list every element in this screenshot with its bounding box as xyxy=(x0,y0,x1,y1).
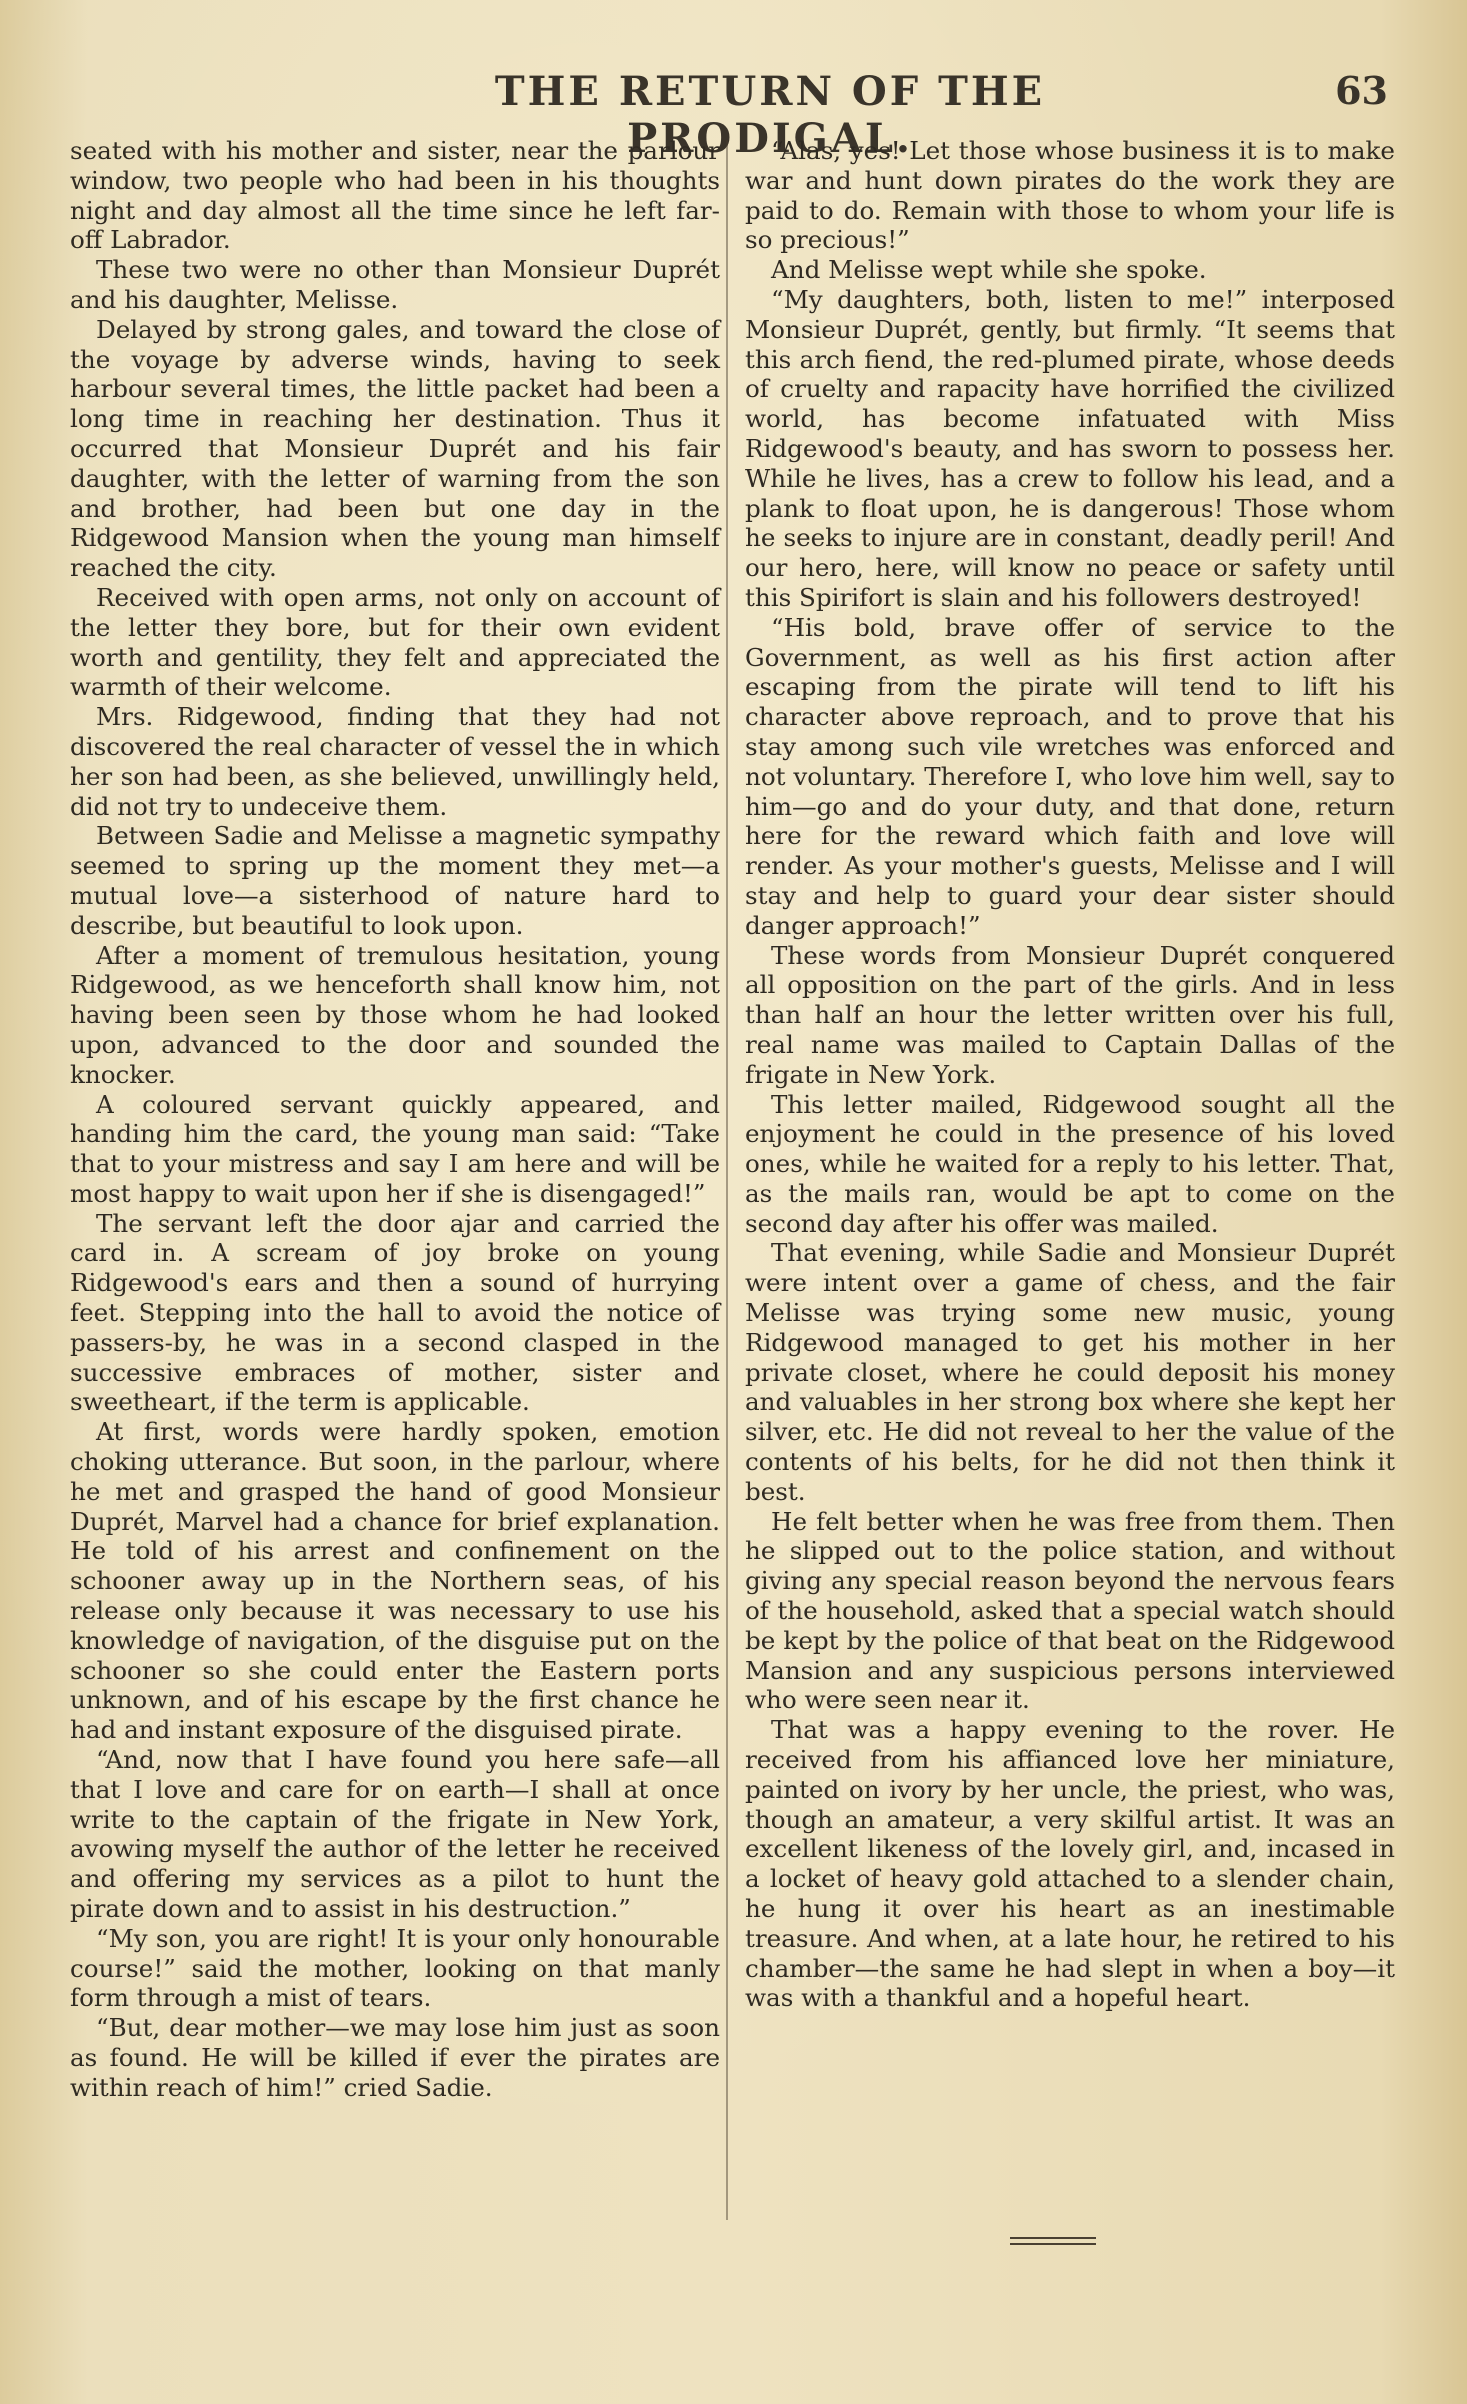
paragraph: “My daughters, both, listen to me!” interposed Monsieur Duprét, gently, but firmly. “It seems that this arch fiend, the red-plumed pirate, whose deeds of cruelty and rapacity have horrified the civilized world, has become infatuated with Miss Ridgewood's beauty, and has sworn to possess her. While he lives, has a crew to follow his lead, and a plank to float upon, he is dangerous! Those whom he seeks to injure are in constant, deadly peril! And our hero, here, will know no peace or safety until this Spirifort is slain and his followers destroyed! xyxy=(745,284,1395,612)
paragraph: Mrs. Ridgewood, finding that they had not discovered the real character of vessel the in which her son had been, as she believed, unwillingly held, did not try to undeceive them. xyxy=(70,702,720,821)
paragraph: Delayed by strong gales, and toward the close of the voyage by adverse winds, having to seek harbour several times, the little packet had been a long time in reaching her destination. Thus it occurred that Monsieur Duprét and his fair daughter, with the letter of warning from the son and brother, had been but one day in the Ridgewood Mansion when the young man himself reached the city. xyxy=(70,314,720,583)
paragraph: These words from Monsieur Duprét conquered all opposition on the part of the girls. And in less than half an hour the letter written over his full, real name was mailed to Captain Dallas of the frigate in New York. xyxy=(745,940,1395,1089)
paragraph: “And, now that I have found you here safe—all that I love and care for on earth—I shall at once write to the captain of the frigate in New York, avowing myself the author of the letter he received and offering my services as a pilot to hunt the pirate down and to assist in his destruction.” xyxy=(70,1745,720,1924)
paragraph: The servant left the door ajar and carried the card in. A scream of joy broke on young Ridgewood's ears and then a sound of hurrying feet. Stepping into the hall to avoid the notice of passers-by, he was in a second clasped in the successive embraces of mother, sister and sweetheart, if the term is applicable. xyxy=(70,1208,720,1417)
paragraph: This letter mailed, Ridgewood sought all the enjoyment he could in the presence of his loved ones, while he waited for a reply to his letter. That, as the mails ran, would be apt to come on the second day after his offer was mailed. xyxy=(745,1089,1395,1238)
paragraph: These two were no other than Monsieur Duprét and his daughter, Melisse. xyxy=(70,255,720,314)
paragraph: After a moment of tremulous hesitation, young Ridgewood, as we henceforth shall know him, not having been seen by those whom he had looked upon, advanced to the door and sounded the knocker. xyxy=(70,940,720,1089)
left-column xyxy=(70,136,720,2103)
paragraph: At first, words were hardly spoken, emotion choking utterance. But soon, in the parlour, where he met and grasped the hand of good Monsieur Duprét, Marvel had a chance for brief explanation. He told of his arrest and confinement on the schooner away up in the Northern seas, of his release only because it was necessary to use his knowledge of navigation, of the disguise put on the schooner so she could enter the Eastern ports unknown, and of his escape by the first chance he had and instant exposure of the disguised pirate. xyxy=(70,1417,720,1745)
paragraph: seated with his mother and sister, near the parlour window, two people who had been in his thoughts night and day almost all the time since he left far-off Labrador. xyxy=(70,136,720,255)
paragraph: “Alas, yes! Let those whose business it is to make war and hunt down pirates do the work they are paid to do. Remain with those to whom your life is so precious!” xyxy=(745,136,1395,255)
paragraph: That evening, while Sadie and Monsieur Duprét were intent over a game of chess, and the fair Melisse was trying some new music, young Ridgewood managed to get his mother in her private closet, where he could deposit his money and valuables in her strong box where she kept her silver, etc. He did not reveal to her the value of the contents of his belts, for he did not then think it best. xyxy=(745,1238,1395,1506)
right-column xyxy=(745,136,1395,2013)
paragraph: He felt better when he was free from them. Then he slipped out to the police station, and without giving any special reason beyond the nervous fears of the household, asked that a special watch should be kept by the police of that beat on the Ridgewood Mansion and any suspicious persons interviewed who were seen near it. xyxy=(745,1506,1395,1715)
paragraph: “My son, you are right! It is your only honourable course!” said the mother, looking on that manly form through a mist of tears. xyxy=(70,1923,720,2013)
paragraph: Between Sadie and Melisse a magnetic sympathy seemed to spring up the moment they met—a mutual love—a sisterhood of nature hard to describe, but beautiful to look upon. xyxy=(70,821,720,940)
running-title: THE RETURN OF THE PRODIGAL. xyxy=(494,68,1046,162)
page-header xyxy=(70,62,1400,162)
paragraph: And Melisse wept while she spoke. xyxy=(771,255,1207,285)
paragraph: “But, dear mother—we may lose him just as soon as found. He will be killed if ever the pirates are within reach of him!” cried Sadie. xyxy=(70,2013,720,2102)
page-number: 63 xyxy=(1335,68,1388,113)
end-ornament-rule xyxy=(1010,2237,1096,2245)
paragraph: Received with open arms, not only on account of the letter they bore, but for their own evident worth and gentility, they felt and appreciated the warmth of their welcome. xyxy=(70,582,720,702)
paragraph: That was a happy evening to the rover. He received from his affianced love her miniature, painted on ivory by her uncle, the priest, who was, though an amateur, a very skilful artist. It was an excellent likeness of the lovely girl, and, incased in a locket of heavy gold attached to a slender chain, he hung it over his heart as an inestimable treasure. And when, at a late hour, he retired to his chamber—the same he had slept in when a boy—it was with a thankful and a hopeful heart. xyxy=(745,1715,1395,2013)
paragraph: A coloured servant quickly appeared, and handing him the card, the young man said: “Take that to your mistress and say I am here and will be most happy to wait upon her if she is disengaged!” xyxy=(70,1089,720,1208)
column-divider xyxy=(726,140,728,2220)
paragraph: “His bold, brave offer of service to the Government, as well as his first action after escaping from the pirate will tend to lift his character above reproach, and to prove that his stay among such vile wretches was enforced and not voluntary. Therefore I, who love him well, say to him—go and do your duty, and that done, return here for the reward which faith and love will render. As your mother's guests, Melisse and I will stay and help to guard your dear sister should danger approach!” xyxy=(745,612,1395,940)
